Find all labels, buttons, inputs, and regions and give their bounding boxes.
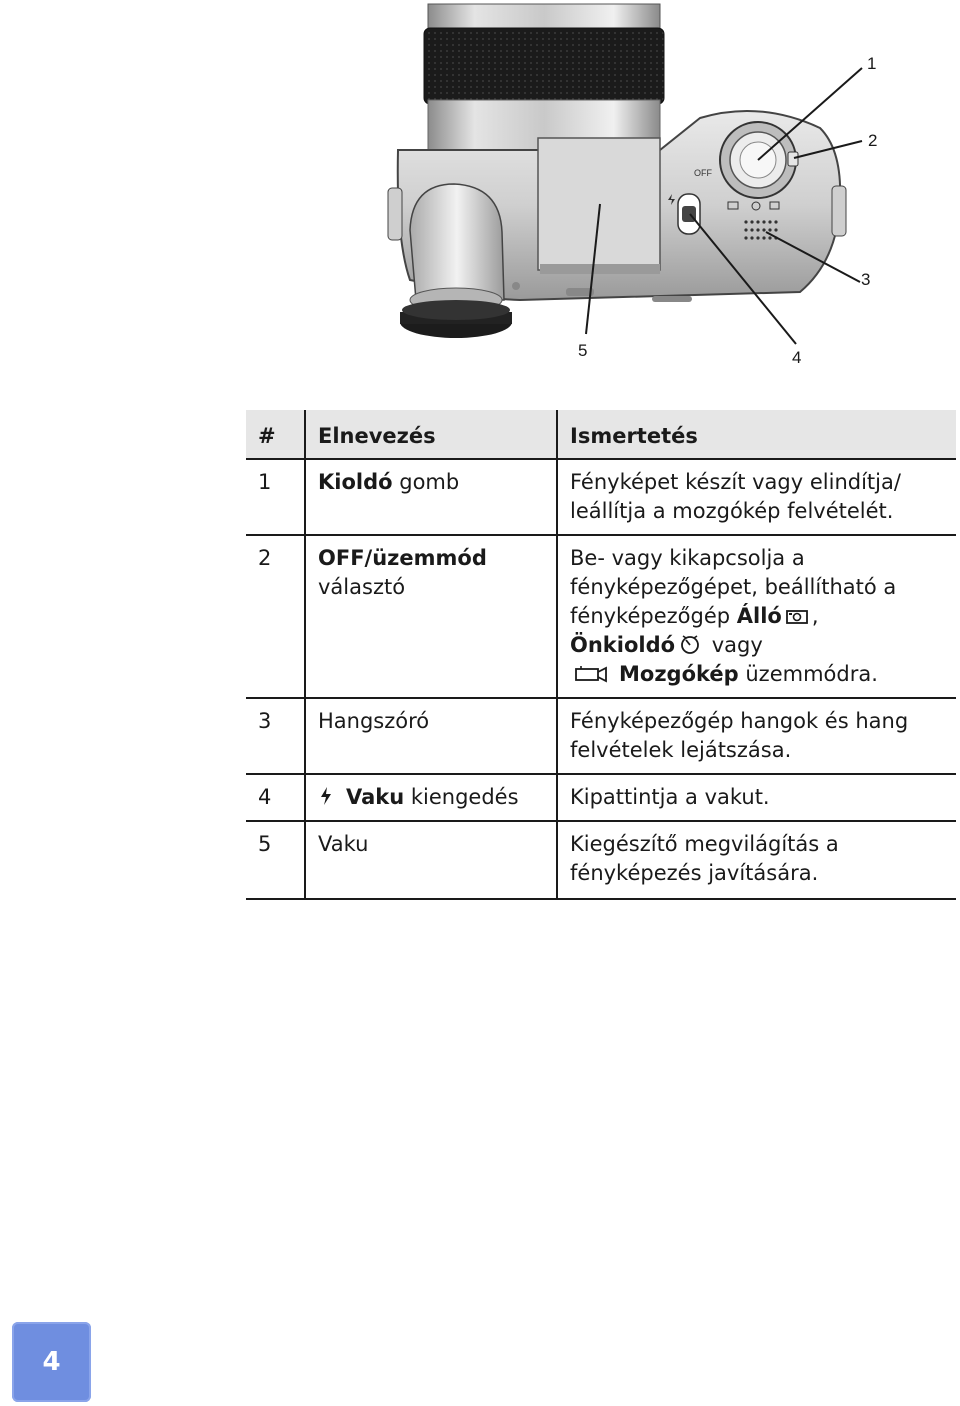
row-description: Kipattintja a vakut. xyxy=(557,774,956,821)
table-row xyxy=(246,535,956,698)
table-row xyxy=(246,698,956,774)
callout-1: 1 xyxy=(867,54,877,73)
row-number: 2 xyxy=(246,535,305,698)
table-row xyxy=(246,821,956,899)
row-name-rest: kiengedés xyxy=(404,785,519,809)
row-name xyxy=(305,459,557,535)
parts-table xyxy=(246,410,956,900)
desc-line: fényképezőgép Álló , xyxy=(570,604,819,628)
row-description xyxy=(557,821,956,899)
callout-3: 3 xyxy=(861,270,871,289)
desc-line: leállítja a mozgókép felvételét. xyxy=(570,499,894,523)
callout-5: 5 xyxy=(578,341,588,360)
self-timer-icon xyxy=(678,633,702,655)
grip-knob xyxy=(400,184,512,338)
row-description xyxy=(557,698,956,774)
desc-line: fényképezőgépet, beállítható a xyxy=(570,575,897,599)
desc-line: Be- vagy kikapcsolja a xyxy=(570,546,805,570)
row-number: 1 xyxy=(246,459,305,535)
flash-bolt-icon xyxy=(318,785,334,807)
header-number: # xyxy=(246,410,305,459)
table-row xyxy=(246,459,956,535)
row-name: Hangszóró xyxy=(305,698,557,774)
mode-dial-tab xyxy=(788,152,798,166)
video-camera-icon xyxy=(573,664,609,684)
row-number: 5 xyxy=(246,821,305,899)
row-number: 3 xyxy=(246,698,305,774)
row-name: Vaku xyxy=(305,821,557,899)
header-name: Elnevezés xyxy=(305,410,557,459)
camera-still-icon xyxy=(785,608,809,626)
table-row xyxy=(246,774,956,821)
header-description: Ismertetés xyxy=(557,410,956,459)
row-number: 4 xyxy=(246,774,305,821)
desc-line: felvételek lejátszása. xyxy=(570,738,792,762)
desc-line: Fényképet készít vagy elindítja/ xyxy=(570,470,901,494)
desc-line: Kiegészítő megvilágítás a xyxy=(570,832,839,856)
desc-line: Fényképezőgép hangok és hang xyxy=(570,709,909,733)
desc-line: Önkioldó vagy xyxy=(570,633,763,657)
row-name-bold: Kioldó xyxy=(318,470,393,494)
row-name-rest: gomb xyxy=(392,470,460,494)
table-header-row xyxy=(246,410,956,459)
page-number-badge: 4 xyxy=(12,1322,91,1402)
desc-line: fényképezés javítására. xyxy=(570,861,819,885)
row-name xyxy=(305,774,557,821)
camera-top-view-illustration xyxy=(0,0,960,390)
row-description xyxy=(557,459,956,535)
off-label: OFF xyxy=(694,168,712,178)
desc-line: Mozgókép üzemmódra. xyxy=(570,660,950,689)
row-name-bold: OFF/üzemmód xyxy=(318,546,487,570)
row-description xyxy=(557,535,956,698)
row-name xyxy=(305,535,557,698)
row-name-bold: Vaku xyxy=(346,785,405,809)
callout-2: 2 xyxy=(868,131,878,150)
row-name-rest: választó xyxy=(318,575,406,599)
lens-barrel xyxy=(424,4,664,150)
callout-4: 4 xyxy=(792,348,802,367)
